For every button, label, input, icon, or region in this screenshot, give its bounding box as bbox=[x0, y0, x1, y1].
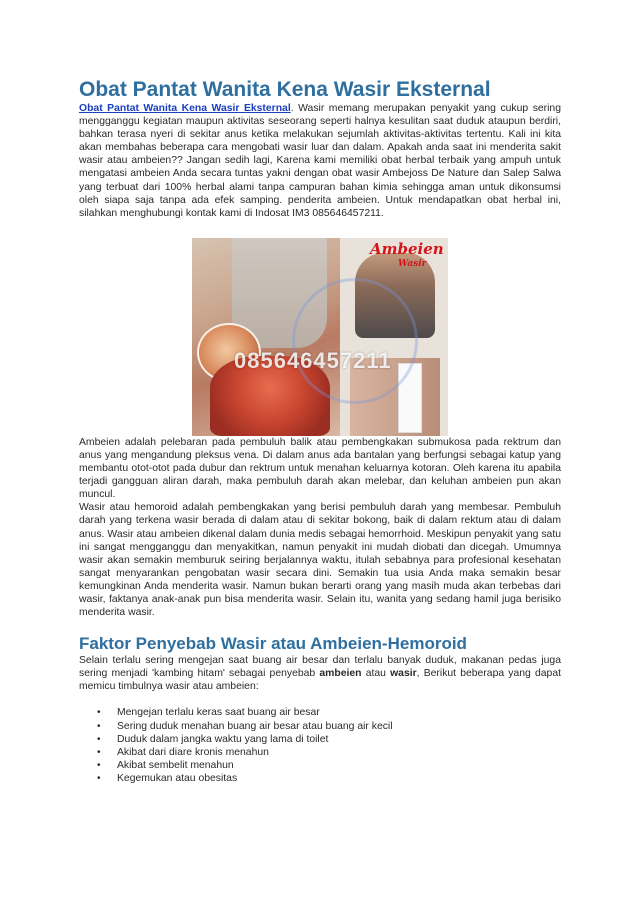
bullet-icon: • bbox=[97, 773, 101, 785]
image-label-ambeien: Ambeien bbox=[370, 239, 444, 258]
bullet-icon: • bbox=[97, 733, 101, 745]
bold-keyword-ambeien: ambeien bbox=[319, 668, 362, 680]
list-item: • Akibat dari diare kronis menahun bbox=[97, 747, 269, 759]
hemorrhoid-illustration bbox=[192, 238, 448, 436]
list-item: • Akibat sembelit menahun bbox=[97, 760, 234, 772]
list-item: • Mengejan terlalu keras saat buang air besar bbox=[97, 707, 320, 719]
bullet-icon: • bbox=[97, 760, 101, 772]
intro-paragraph bbox=[79, 102, 561, 220]
list-item: • Duduk dalam jangka waktu yang lama di toilet bbox=[97, 733, 329, 745]
causes-list bbox=[79, 706, 561, 785]
bullet-icon: • bbox=[97, 747, 101, 759]
causes-intro-paragraph: Selain terlalu sering mengejan saat buang air besar dan terlalu banyak duduk, makanan pedas juga sering menjadi 'kambing hitam' sebagai penyebab ambeien atau wasir, Berikut beberapa yang dapat memicu timbulnya wasir atau ambeien: bbox=[79, 655, 561, 693]
bullet-icon: • bbox=[97, 707, 101, 719]
page-title: Obat Pantat Wanita Kena Wasir Eksternal bbox=[79, 78, 491, 101]
hemoroid-paragraph: Wasir atau hemoroid adalah pembengkakan yang berisi pembuluh darah yang membesar. Pembuluh darah yang terkena wasir berada di dalam atau di sekitar bokong, baik di dalam rektum atau di dalam anus. Wasir atau ambeien dikenal dalam dunia medis sebagai hemorrhoid. Meskipun penyakit yang satu ini sangat mengganggu dan menyakitkan, namun penyakit ini mudah diobati dan dicegah. Umumnya wasir akan semakin memburuk seiring berjalannya waktu, itulah sebabnya para profesional kesehatan sangat menyarankan pengobatan wasir secara dini. Semakin tua usia Anda maka semakin besar kemungkinan Anda menderita wasir. Namun bukan berarti orang yang masih muda akan terbebas dari wasir, faktanya anak-anak pun bisa menderita wasir. Selain itu, wanita yang sedang hamil juga berisiko menderita wasir. bbox=[79, 502, 561, 619]
definition-paragraph: Ambeien adalah pelebaran pada pembuluh balik atau pembengkakan submukosa pada rektrum dan anus yang mengandung pleksus vena. Di dalam anus ada bantalan yang berfungsi sebagai katup yang membantu otot-otot pada dubur dan rektrum untuk menahan keluarnya kotoran. Oleh karena itu apabila terjadi gangguan aliran darah, maka pembuluh darah akan melebar, dan keluhan ambeien pun akan muncul. bbox=[79, 436, 561, 501]
article-content bbox=[79, 78, 561, 786]
image-label-wasir: Wasir bbox=[398, 258, 427, 269]
bullet-icon: • bbox=[97, 720, 101, 732]
title-link[interactable]: Obat Pantat Wanita Kena Wasir Eksternal bbox=[79, 103, 291, 114]
intro-text: . Wasir memang merupakan penyakit yang cukup sering mengganggu kegiatan maupun aktivitas seseorang seperti halnya kesulitan saat duduk ataupun berdiri, bahkan terasa nyeri di sekitar anus ketika melakukan sejumlah aktivitas-aktivitas tertentu. Kali ini kita akan membahas beberapa cara mengobati wasir luar dan dalam. Apakah anda saat ini menderita sakit wasir atau ambeien?? Jangan sedih lagi, Karena kami memiliki obat herbal terbaik yang ampuh untuk mengatasi ambeien Anda secara tuntas yakni dengan obat wasir Ambejoss De Nature dan Salep Salwa yang terbuat dari 100% herbal alami tanpa campuran bahan kimia sehingga aman untuk dikonsumsi oleh siapa saja tanpa ada efek samping. penderita ambeien. Untuk mendapatkan obat herbal ini, silahkan menghubungi kontak kami di Indosat IM3 085646457211. bbox=[79, 103, 561, 219]
list-item: • Sering duduk menahan buang air besar atau buang air kecil bbox=[97, 720, 393, 732]
list-item: • Kegemukan atau obesitas bbox=[97, 773, 238, 785]
section-heading: Faktor Penyebab Wasir atau Ambeien-Hemoroid bbox=[79, 634, 467, 654]
bold-keyword-wasir: wasir bbox=[390, 668, 417, 680]
phone-watermark: 085646457211 bbox=[234, 347, 392, 373]
watermark-circle bbox=[292, 278, 418, 404]
